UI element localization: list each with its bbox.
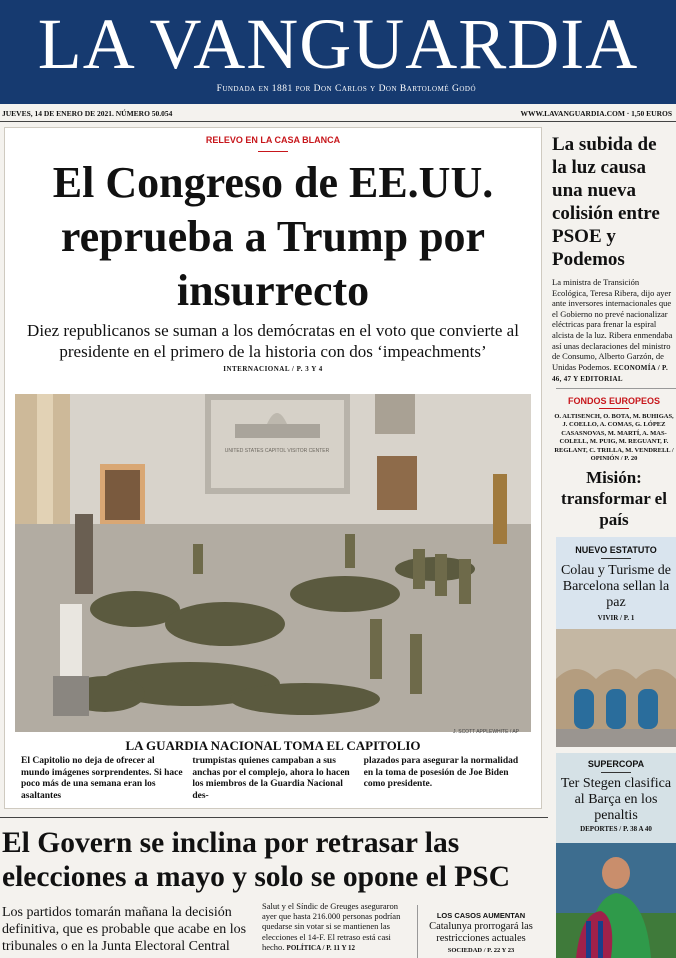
statute-kicker: NUEVO ESTATUTO [575,545,657,555]
lead-story[interactable] [4,127,542,809]
supercopa-title[interactable]: Ter Stegen clasifica al Barça en los penaltis [560,776,672,823]
covid-title[interactable]: Catalunya prorrogará las restricciones actuales [429,921,533,944]
website-price[interactable]: WWW.LAVANGUARDIA.COM · 1,50 EUROS [520,109,672,118]
covid-ref[interactable]: SOCIEDAD / P. 22 Y 23 [447,947,515,954]
funds-kicker: FONDOS EUROPEOS [567,396,660,406]
masthead [0,0,676,104]
sidebar-divider [556,388,676,389]
photo-credit: J. SCOTT APPLEWHITE / AP [452,729,519,735]
sidebar-story-supercopa[interactable] [556,753,676,958]
statute-title[interactable]: Colau y Turisme de Barcelona sellan la paz [560,563,672,610]
bottom-column-ref[interactable]: POLÍTICA / P. 11 Y 12 [286,943,356,952]
bottom-dek: Los partidos tomarán mañana la decisión definitiva, que es probable que acabe en los tribunales o en la Junta Electoral Central [2,905,247,954]
caption-text [21,756,527,802]
supercopa-kicker: SUPERCOPA [587,759,645,769]
caption-title[interactable]: LA GUARDIA NACIONAL TOMA EL CAPITOLIO [125,738,421,753]
funds-kicker-rule [599,408,629,409]
lead-dek: Diez republicanos se suman a los demócratas en el voto que convierte al presidente en el primero de la historia con dos ‘impeachments’ [27,321,519,361]
statute-kicker-rule [601,558,631,559]
covid-kicker: LOS CASOS AUMENTAN [436,911,526,920]
dateline [0,106,676,120]
electricity-ref[interactable]: ECONOMÍA / P. 46, 47 Y EDITORIAL [552,363,669,384]
header-rule [0,121,676,122]
issue-date: JUEVES, 14 DE ENERO DE 2021. NÚMERO 50.054 [2,109,173,118]
supercopa-kicker-rule [601,772,631,773]
electricity-headline[interactable]: La subida de la luz causa una nueva colisión entre PSOE y Podemos [552,134,660,270]
bottom-column-divider [417,905,418,958]
funds-title[interactable]: Misión: transformar el país [561,468,667,530]
caption-column-1: El Capitolio no deja de ofrecer al mundo imágenes sorprendentes. Si hace poco más de una semana eran los asaltantes [21,756,183,801]
sidebar-story-funds[interactable] [552,396,676,530]
lead-ref[interactable]: INTERNACIONAL / P. 3 Y 4 [223,365,323,373]
sidebar-story-statute[interactable] [556,537,676,747]
ter-stegen-photo[interactable] [556,843,676,958]
electricity-body: La ministra de Transición Ecológica, Teresa Ribera, dijo ayer ante inversores internacionales que el Gobierno no prevé nacionalizar eléctricas para frenar la espiral alcista de la luz. Ribera enmendaba así unas declaraciones del ministro de Consumo, Alberto Garzón, de Unidas Podemos. ECONOMÍA / P. 46, 47 Y EDITORIAL [552,277,673,384]
newspaper-title[interactable]: LA VANGUARDIA [37,4,639,84]
caption-column-3: plazados para asegurar la normalidad en la toma de posesión de Joe Biden como presidente. [363,756,519,789]
bottom-headline[interactable]: El Govern se inclina por retrasar las elecciones a mayo y solo se opone el PSC [2,827,510,893]
statute-ref[interactable]: VIVIR / P. 1 [597,614,635,622]
capitol-photo[interactable] [15,394,531,732]
covid-brief[interactable] [420,911,542,954]
founded-line: Fundada en 1881 por Don Carlos y Don Bartolomé Godó [216,84,476,94]
supercopa-ref[interactable]: DEPORTES / P. 38 A 40 [580,825,652,833]
wall-sign-text: UNITED STATES CAPITOL VISITOR CENTER [224,448,330,454]
casa-batllo-photo[interactable] [556,629,676,747]
funds-authors: O. ALTISENCH, O. BOTA, M. BUHIGAS, J. COELLO, A. COMAS, G. LÓPEZ CASASNOVAS, M. MARTÍ, A. MAS-COLELL, M. PUIG, M. REGUANT, F. REGLANT, C. TRILLA, M. VENDRELL / OPINIÓN / P. 20 [554,413,674,463]
kicker-divider [258,151,288,152]
bottom-divider [0,817,548,818]
sidebar-story-electricity[interactable] [552,133,676,385]
caption-column-2: trumpistas quienes campaban a sus anchas por el complejo, ahora lo hacen los miembros de la Guardia Nacional des- [192,756,350,801]
bottom-column: Salut y el Síndic de Greuges aseguraron ayer que hasta 216.000 personas podrían quedarse sin votar si se mantienen las elecciones el 14-F. El retraso está casi hecho. POLÍTICA / P. 11 Y 12 [262,901,401,952]
lead-kicker: RELEVO EN LA CASA BLANCA [205,135,341,145]
lead-headline[interactable]: El Congreso de EE.UU. reprueba a Trump por insurrecto [52,158,494,315]
